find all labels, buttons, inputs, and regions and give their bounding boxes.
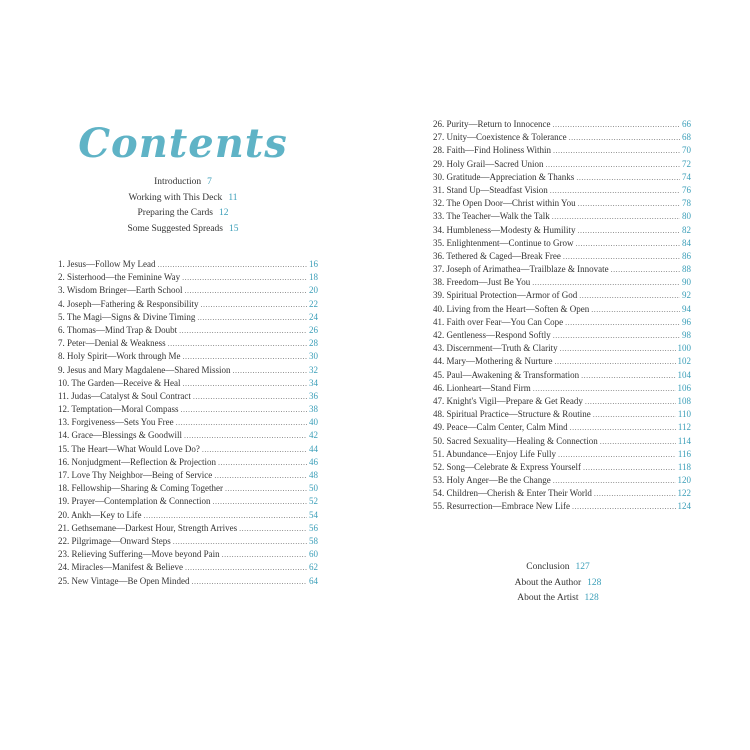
page-number: 78	[682, 198, 691, 209]
dot-leader	[192, 575, 307, 588]
entry-label: 27. Unity—Coexistence & Tolerance	[433, 132, 567, 143]
entry-label: 4. Joseph—Fathering & Responsibility	[58, 298, 199, 309]
entry-label: 37. Joseph of Arimathea—Trailblaze & Innovate	[433, 264, 609, 275]
entry-label: 32. The Open Door—Christ within You	[433, 198, 576, 209]
entry-label: 28. Faith—Find Holiness Within	[433, 145, 551, 156]
front-matter-list	[58, 175, 308, 237]
toc-entry[interactable]	[58, 324, 318, 337]
page-number: 72	[682, 158, 691, 169]
dot-leader	[158, 258, 308, 271]
entry-label: About the Artist	[517, 593, 579, 603]
entry-label: Working with This Deck	[128, 192, 223, 203]
page-number: 11	[228, 192, 238, 203]
dot-leader	[222, 548, 307, 561]
page-number: 74	[682, 171, 691, 182]
page-number: 44	[309, 443, 318, 454]
toc-entry[interactable]	[433, 250, 691, 263]
page-number: 38	[309, 404, 318, 415]
page-number: 80	[682, 211, 691, 222]
dot-leader	[553, 329, 680, 342]
toc-entry[interactable]	[433, 369, 691, 382]
entry-label: 21. Gethsemane—Darkest Hour, Strength Arrives	[58, 522, 238, 533]
page-number: 66	[682, 119, 691, 129]
page-number: 84	[682, 237, 691, 248]
toc-entry[interactable]	[433, 263, 691, 276]
page-number: 34	[309, 377, 318, 388]
page-number: 46	[309, 456, 318, 467]
page-number: 96	[682, 316, 691, 327]
toc-entry[interactable]	[58, 548, 318, 561]
entry-label: 29. Holy Grail—Sacred Union	[433, 158, 544, 169]
page-number: 102	[677, 356, 691, 367]
dot-leader	[182, 271, 307, 284]
entry-label: 45. Paul—Awakening & Transformation	[433, 369, 580, 380]
dot-leader	[202, 443, 307, 456]
page-number: 24	[309, 311, 318, 322]
dot-leader	[593, 408, 676, 421]
dot-leader	[193, 390, 307, 403]
dot-leader	[180, 403, 307, 416]
dot-leader	[184, 429, 307, 442]
entry-label: 43. Discernment—Truth & Clarity	[433, 343, 558, 354]
back-matter-entry[interactable]	[433, 560, 683, 576]
dot-leader	[183, 350, 307, 363]
dot-leader	[553, 474, 676, 487]
toc-entry[interactable]	[58, 443, 318, 456]
entry-label: 54. Children—Cherish & Enter Their World	[433, 488, 592, 499]
dot-leader	[168, 337, 307, 350]
entry-label: 51. Abundance—Enjoy Life Fully	[433, 448, 556, 459]
page-number: 20	[309, 285, 318, 296]
page-number: 42	[309, 430, 318, 441]
page-number: 30	[309, 351, 318, 362]
toc-entry[interactable]	[58, 311, 318, 324]
page-number: 76	[682, 184, 691, 195]
page-number: 122	[677, 488, 691, 499]
dot-leader	[569, 131, 680, 144]
dot-leader	[218, 456, 307, 469]
toc-entry[interactable]	[58, 284, 318, 297]
page-number: 90	[682, 277, 691, 288]
toc-entry[interactable]	[433, 171, 691, 184]
dot-leader	[611, 263, 680, 276]
page-number: 92	[682, 290, 691, 301]
dot-leader	[585, 395, 676, 408]
toc-entry[interactable]	[433, 303, 691, 316]
page-number: 54	[309, 509, 318, 520]
entry-label: 50. Sacred Sexuality—Healing & Connection	[433, 435, 598, 446]
entry-label: 23. Relieving Suffering—Move beyond Pain	[58, 549, 220, 560]
page-number: 26	[309, 324, 318, 335]
toc-entry[interactable]	[433, 500, 691, 513]
entry-label: 46. Lionheart—Stand Firm	[433, 382, 531, 393]
dot-leader	[225, 482, 307, 495]
entry-label: 7. Peter—Denial & Weakness	[58, 338, 166, 349]
entry-label: Preparing the Cards	[137, 208, 213, 218]
dot-leader	[594, 487, 676, 500]
toc-entry[interactable]	[58, 522, 318, 535]
entry-label: 18. Fellowship—Sharing & Coming Together	[58, 483, 223, 494]
dot-leader	[552, 210, 680, 223]
entry-label: 52. Song—Celebrate & Express Yourself	[433, 461, 581, 472]
entry-label: 1. Jesus—Follow My Lead	[58, 259, 156, 269]
toc-entry[interactable]	[58, 390, 318, 403]
entry-label: Some Suggested Spreads	[127, 223, 224, 234]
toc-list-right	[433, 118, 691, 514]
toc-entry[interactable]	[58, 429, 318, 442]
page-number: 94	[682, 303, 691, 314]
entry-label: Conclusion	[526, 562, 570, 572]
back-matter-entry[interactable]	[433, 591, 683, 607]
toc-entry[interactable]	[58, 337, 318, 350]
dot-leader	[591, 303, 680, 316]
page-number: 15	[229, 223, 239, 234]
page-number: 114	[677, 435, 691, 446]
toc-entry[interactable]	[433, 316, 691, 329]
page-number: 18	[309, 272, 318, 283]
toc-entry[interactable]	[58, 575, 318, 588]
toc-entry[interactable]	[58, 535, 318, 548]
entry-label: 6. Thomas—Mind Trap & Doubt	[58, 324, 178, 335]
toc-entry[interactable]	[58, 403, 318, 416]
toc-entry[interactable]	[58, 456, 318, 469]
page-number: 112	[677, 422, 691, 433]
front-matter-entry[interactable]	[58, 222, 308, 238]
toc-entry[interactable]	[58, 377, 318, 390]
page-number: 58	[309, 535, 318, 546]
dot-leader	[183, 377, 307, 390]
toc-entry[interactable]	[433, 461, 691, 474]
toc-entry[interactable]	[58, 298, 318, 311]
entry-label: 9. Jesus and Mary Magdalene—Shared Mission	[58, 364, 231, 375]
dot-leader	[144, 509, 308, 522]
entry-label: 17. Love Thy Neighbor—Being of Service	[58, 470, 213, 480]
page-number: 108	[677, 395, 691, 406]
dot-leader	[558, 448, 676, 461]
toc-entry[interactable]	[433, 210, 691, 223]
entry-label: 49. Peace—Calm Center, Calm Mind	[433, 422, 568, 433]
entry-label: 47. Knight's Vigil—Prepare & Get Ready	[433, 395, 583, 406]
entry-label: 53. Holy Anger—Be the Change	[433, 475, 551, 486]
dot-leader	[212, 495, 307, 508]
toc-entry[interactable]	[433, 289, 691, 302]
dot-leader	[184, 284, 307, 297]
toc-entry[interactable]	[58, 482, 318, 495]
contents-title: Contents	[78, 120, 288, 167]
dot-leader	[185, 561, 307, 574]
dot-leader	[600, 435, 676, 448]
toc-entry[interactable]	[433, 158, 691, 171]
toc-entry[interactable]	[58, 495, 318, 508]
page-number: 32	[309, 364, 318, 375]
toc-entry[interactable]	[433, 421, 691, 434]
entry-label: 2. Sisterhood—the Feminine Way	[58, 272, 181, 283]
entry-label: 55. Resurrection—Embrace New Life	[433, 501, 570, 512]
entry-label: 34. Humbleness—Modesty & Humility	[433, 224, 576, 235]
page-number: 127	[575, 562, 590, 572]
entry-label: 42. Gentleness—Respond Softly	[433, 330, 551, 340]
entry-label: About the Author	[514, 577, 582, 588]
dot-leader	[576, 171, 680, 184]
dot-leader	[570, 421, 676, 434]
page-number: 100	[677, 343, 691, 354]
dot-leader	[581, 369, 675, 382]
page-number: 110	[677, 409, 691, 420]
dot-leader	[575, 237, 680, 250]
entry-label: 10. The Garden—Receive & Heal	[58, 377, 181, 388]
toc-entry[interactable]	[433, 342, 691, 355]
toc-entry[interactable]	[433, 487, 691, 500]
dot-leader	[201, 298, 308, 311]
toc-entry[interactable]	[433, 382, 691, 395]
toc-entry[interactable]	[433, 435, 691, 448]
page-number: 64	[309, 575, 318, 586]
toc-entry[interactable]	[433, 197, 691, 210]
dot-leader	[563, 250, 680, 263]
dot-leader	[583, 461, 676, 474]
entry-label: 35. Enlightenment—Continue to Grow	[433, 237, 574, 248]
page-number: 28	[309, 338, 318, 349]
dot-leader	[552, 118, 680, 131]
page-number: 116	[677, 448, 691, 459]
entry-label: 33. The Teacher—Walk the Talk	[433, 211, 550, 222]
page-number: 82	[682, 224, 691, 235]
entry-label: 25. New Vintage—Be Open Minded	[58, 575, 190, 586]
dot-leader	[565, 316, 680, 329]
dot-leader	[554, 355, 675, 368]
toc-entry[interactable]	[58, 350, 318, 363]
toc-entry[interactable]	[433, 224, 691, 237]
entry-label: 44. Mary—Mothering & Nurture	[433, 356, 553, 367]
back-matter-entry[interactable]	[433, 576, 683, 592]
page-number: 124	[677, 501, 691, 512]
page-number: 50	[309, 483, 318, 494]
entry-label: 30. Gratitude—Appreciation & Thanks	[433, 171, 575, 182]
toc-entry[interactable]	[58, 258, 318, 271]
page-number: 52	[309, 496, 318, 507]
page-number: 120	[677, 475, 691, 486]
dot-leader	[533, 382, 676, 395]
dot-leader	[578, 197, 680, 210]
toc-entry[interactable]	[58, 271, 318, 284]
toc-entry[interactable]	[433, 355, 691, 368]
page-number: 22	[309, 298, 318, 309]
toc-entry[interactable]	[433, 144, 691, 157]
entry-label: 13. Forgiveness—Sets You Free	[58, 417, 174, 428]
entry-label: 19. Prayer—Contemplation & Connection	[58, 496, 211, 507]
page-number: 128	[584, 593, 599, 603]
entry-label: 22. Pilgrimage—Onward Steps	[58, 535, 171, 546]
toc-entry[interactable]	[433, 329, 691, 342]
dot-leader	[179, 324, 307, 337]
page-number: 36	[309, 390, 318, 401]
entry-label: 36. Tethered & Caged—Break Free	[433, 250, 561, 261]
entry-label: 11. Judas—Catalyst & Soul Contract	[58, 390, 191, 401]
toc-list-left	[58, 258, 318, 588]
entry-label: 12. Temptation—Moral Compass	[58, 404, 179, 415]
entry-label: 8. Holy Spirit—Work through Me	[58, 351, 181, 362]
page-number: 62	[309, 562, 318, 573]
page-number: 16	[309, 259, 318, 269]
page-number: 128	[587, 577, 602, 588]
dot-leader	[532, 276, 680, 289]
dot-leader	[560, 342, 676, 355]
dot-leader	[553, 144, 680, 157]
dot-leader	[572, 500, 676, 513]
toc-entry[interactable]	[433, 184, 691, 197]
toc-entry[interactable]	[433, 118, 691, 131]
page-number: 12	[218, 208, 229, 218]
dot-leader	[550, 184, 680, 197]
page-number: 68	[682, 132, 691, 143]
entry-label: Introduction	[154, 177, 202, 187]
toc-entry[interactable]	[58, 561, 318, 574]
entry-label: 3. Wisdom Bringer—Earth School	[58, 285, 183, 296]
page-number: 106	[677, 382, 691, 393]
entry-label: 48. Spiritual Practice—Structure & Routine	[433, 409, 591, 420]
entry-label: 41. Faith over Fear—You Can Cope	[433, 316, 564, 327]
entry-label: 15. The Heart—What Would Love Do?	[58, 443, 200, 454]
page-number: 56	[309, 522, 318, 533]
entry-label: 20. Ankh—Key to Life	[58, 509, 142, 520]
front-matter-entry[interactable]	[58, 206, 308, 222]
entry-label: 5. The Magi—Signs & Divine Timing	[58, 311, 196, 322]
page-number: 60	[309, 549, 318, 560]
toc-entry[interactable]	[433, 448, 691, 461]
right-page	[375, 0, 750, 750]
dot-leader	[232, 364, 307, 377]
toc-entry[interactable]	[433, 408, 691, 421]
toc-entry[interactable]	[58, 364, 318, 377]
page-number: 98	[682, 330, 691, 340]
page-number: 70	[682, 145, 691, 156]
toc-entry[interactable]	[58, 416, 318, 429]
page-number: 7	[207, 177, 212, 187]
entry-label: 16. Nonjudgment—Reflection & Projection	[58, 456, 216, 467]
dot-leader	[578, 224, 681, 237]
entry-label: 31. Stand Up—Steadfast Vision	[433, 184, 548, 195]
page-number: 40	[309, 417, 318, 428]
toc-entry[interactable]	[433, 131, 691, 144]
front-matter-entry[interactable]	[58, 175, 308, 191]
dot-leader	[197, 311, 307, 324]
entry-label: 24. Miracles—Manifest & Believe	[58, 562, 183, 573]
page-number: 86	[682, 250, 691, 261]
dot-leader	[579, 289, 680, 302]
toc-entry[interactable]	[58, 509, 318, 522]
toc-entry[interactable]	[433, 474, 691, 487]
front-matter-entry[interactable]	[58, 191, 308, 207]
page-number: 104	[677, 369, 691, 380]
back-matter-list	[433, 560, 683, 607]
toc-entry[interactable]	[58, 469, 318, 482]
entry-label: 40. Living from the Heart—Soften & Open	[433, 303, 590, 314]
toc-entry[interactable]	[433, 395, 691, 408]
entry-label: 39. Spiritual Protection—Armor of God	[433, 290, 578, 301]
page-number: 88	[682, 264, 691, 275]
page-number: 118	[677, 461, 691, 472]
toc-entry[interactable]	[433, 276, 691, 289]
entry-label: 38. Freedom—Just Be You	[433, 277, 531, 288]
dot-leader	[176, 416, 307, 429]
dot-leader	[214, 469, 307, 482]
toc-entry[interactable]	[433, 237, 691, 250]
dot-leader	[173, 535, 307, 548]
page-number: 48	[309, 470, 318, 480]
entry-label: 26. Purity—Return to Innocence	[433, 119, 551, 129]
dot-leader	[239, 522, 307, 535]
dot-leader	[545, 158, 680, 171]
entry-label: 14. Grace—Blessings & Goodwill	[58, 430, 182, 441]
